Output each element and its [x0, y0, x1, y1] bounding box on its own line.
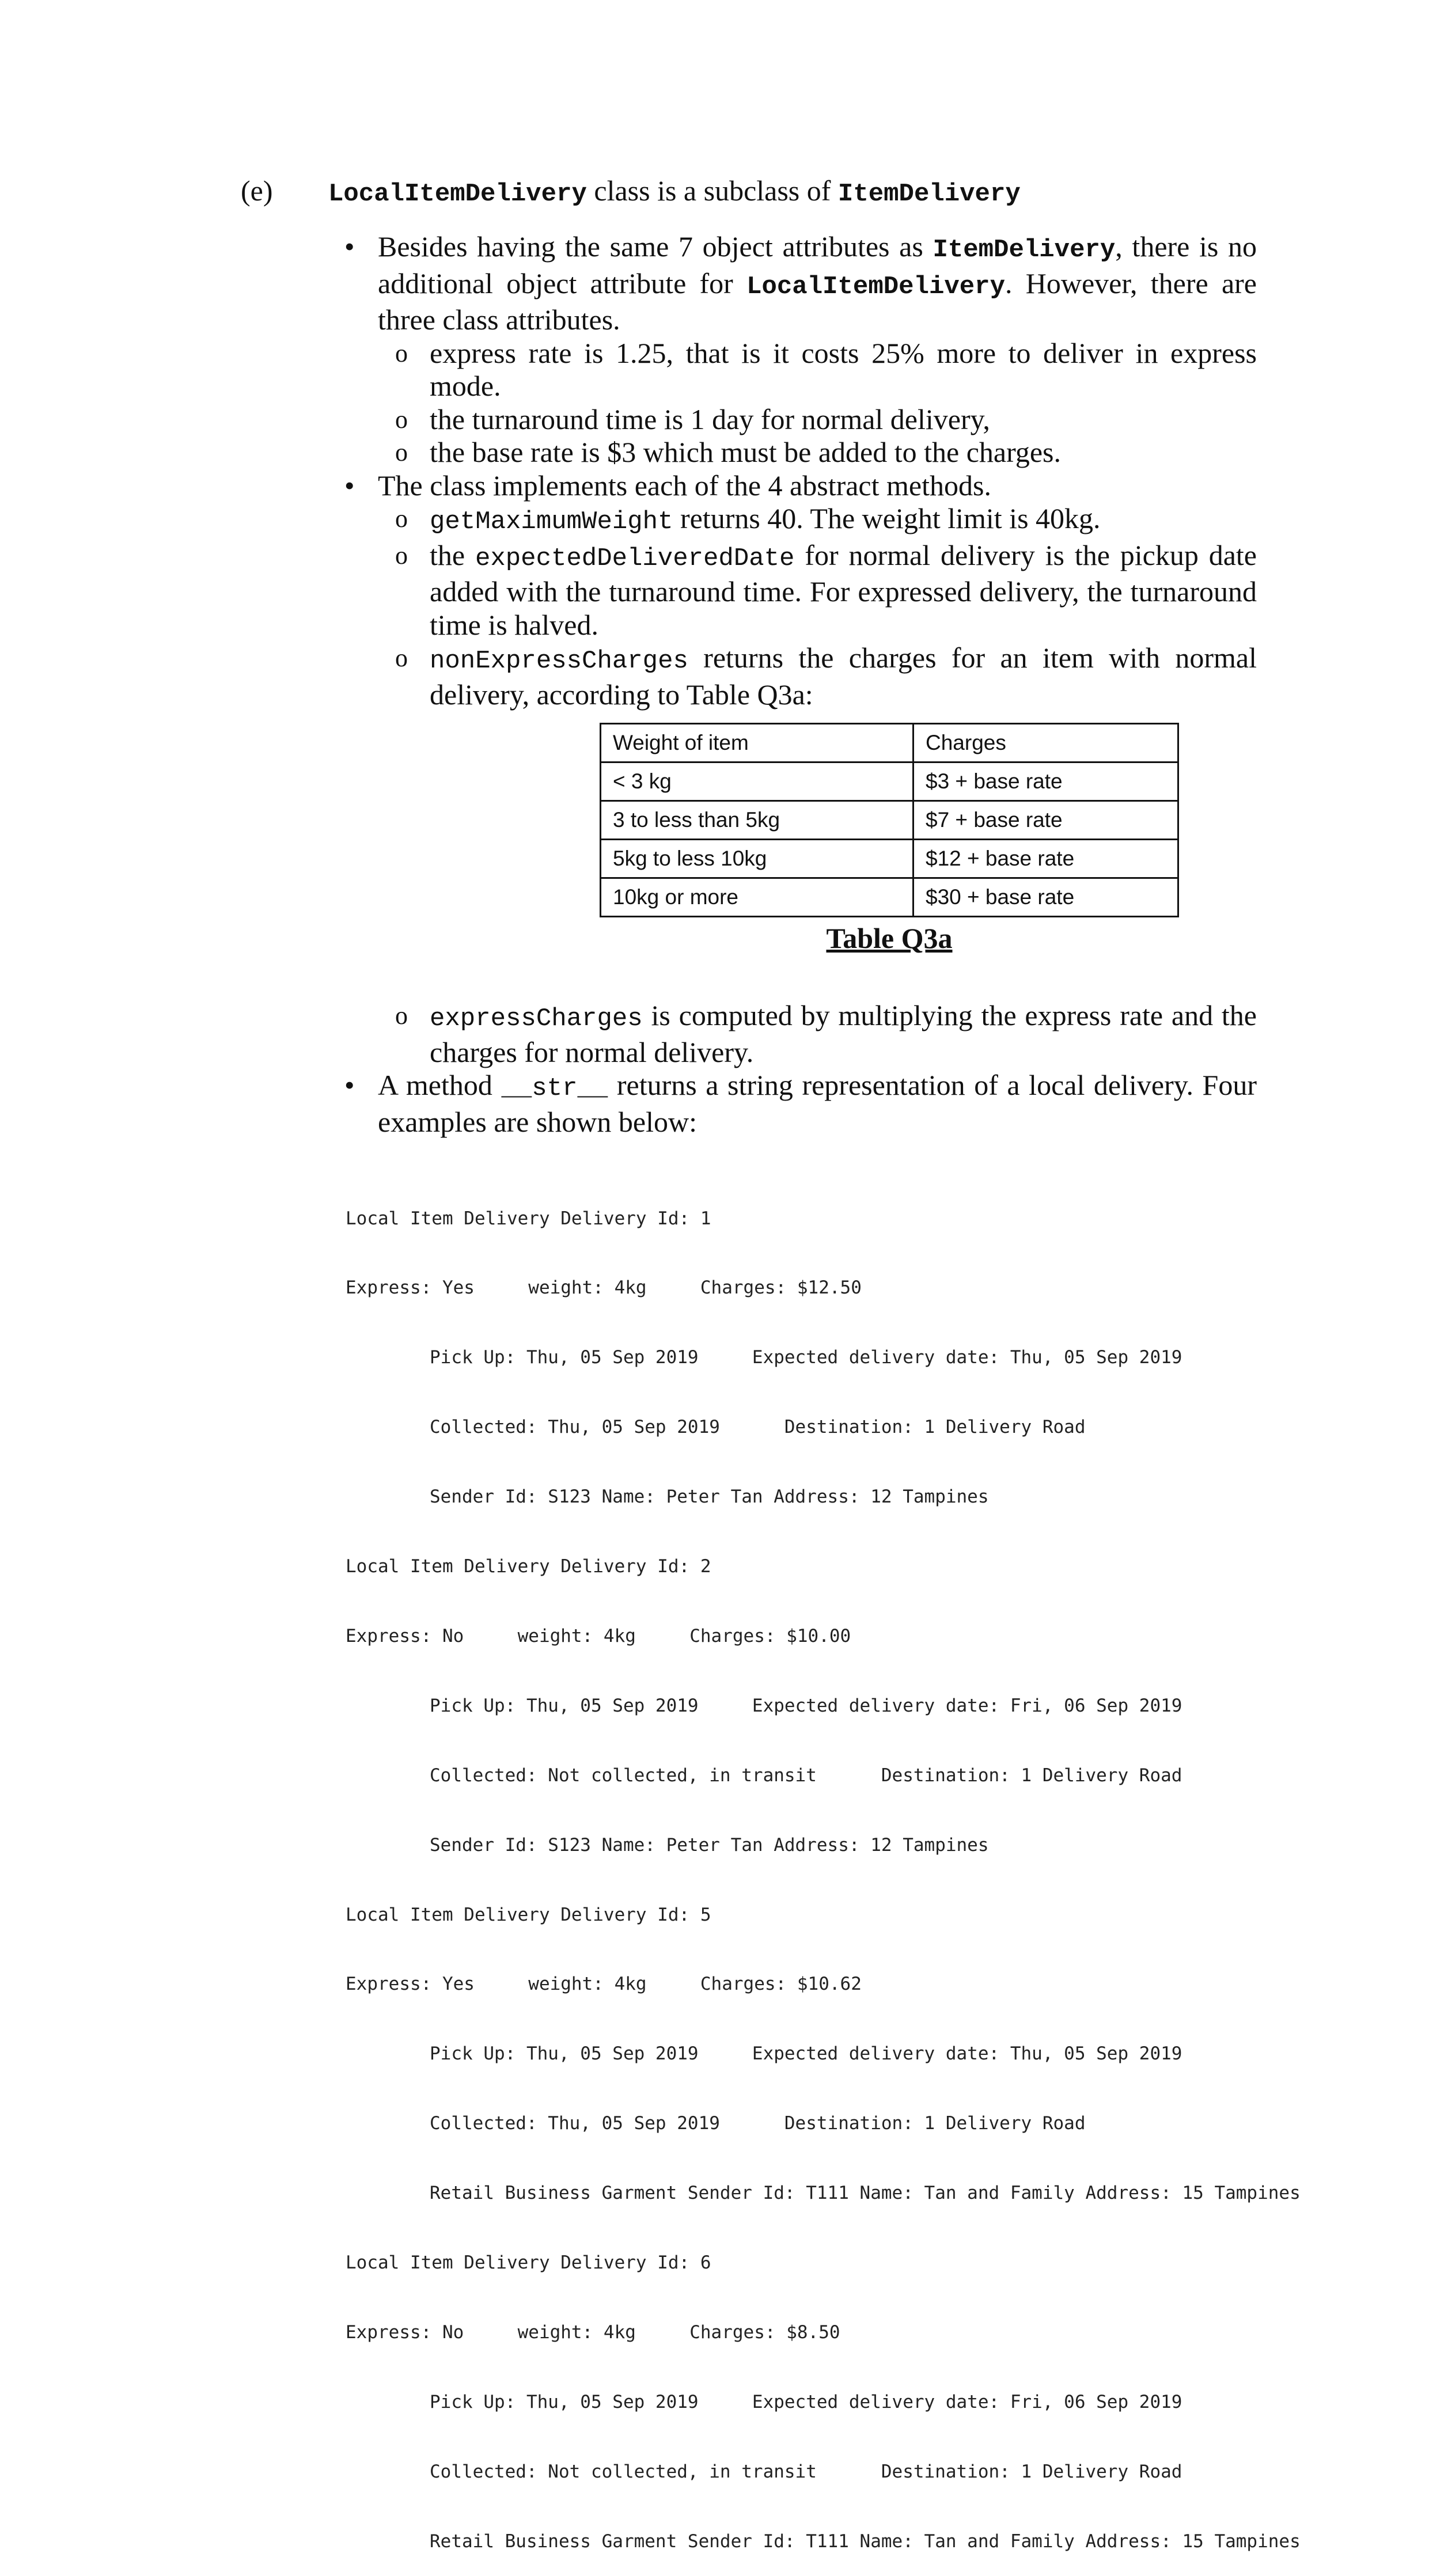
table-cell: $3 + base rate — [914, 762, 1178, 801]
bullet-text: The class implements each of the 4 abstract methods. — [378, 469, 991, 502]
sample-output — [346, 1160, 1301, 2576]
output-line: Collected: Not collected, in transit Destination: 1 Delivery Road — [430, 1765, 1182, 1786]
bullet-dot-icon: • — [344, 469, 355, 502]
table-row — [601, 801, 1178, 840]
output-line: Pick Up: Thu, 05 Sep 2019 Expected delivery date: Fri, 06 Sep 2019 — [430, 2391, 1182, 2412]
charges-table — [600, 723, 1179, 917]
question-heading — [328, 173, 1021, 212]
sub-item-delivered-date — [395, 538, 1257, 642]
bullet-text: . However, there are three class attributes. — [378, 267, 1257, 336]
table-header-row — [601, 724, 1178, 762]
sub-item-non-express — [395, 642, 1257, 711]
sub-text: express rate is 1.25, that is it costs 25% more to deliver in express mode. — [430, 336, 1257, 402]
sub-item-express-charges — [395, 999, 1257, 1069]
table-header-cell: Weight of item — [601, 724, 914, 762]
bullet-text: returns a string representation of a local delivery. Four examples are shown below: — [378, 1069, 1257, 1138]
sub-text: the base rate is $3 which must be added to the charges. — [430, 436, 1061, 468]
output-line: Retail Business Garment Sender Id: T111 Name: Tan and Family Address: 15 Tampines — [430, 2183, 1301, 2204]
requirements-list — [344, 230, 1257, 1139]
inline-code: nonExpressCharges — [430, 647, 688, 676]
table-row — [601, 840, 1178, 878]
output-line: Collected: Thu, 05 Sep 2019 Destination: 1 Delivery Road — [430, 1417, 1086, 1438]
output-line: Pick Up: Thu, 05 Sep 2019 Expected delivery date: Thu, 05 Sep 2019 — [430, 2043, 1182, 2065]
bullet-str-method — [344, 1069, 1257, 1139]
circle-bullet-icon: o — [395, 644, 408, 672]
inline-code: expectedDeliveredDate — [475, 544, 795, 573]
sub-item-express-rate — [395, 336, 1257, 403]
output-line: Local Item Delivery Delivery Id: 6 — [346, 2252, 711, 2273]
circle-bullet-icon: o — [395, 1001, 408, 1030]
output-line: Sender Id: S123 Name: Peter Tan Address: 12 Tampines — [430, 1486, 989, 1508]
table-cell: 10kg or more — [601, 878, 914, 917]
class-name-code: LocalItemDelivery — [328, 180, 587, 208]
bullet-text: Besides having the same 7 object attributes as — [378, 230, 933, 263]
sub-item-turnaround — [395, 403, 1257, 437]
output-line: Collected: Thu, 05 Sep 2019 Destination: 1 Delivery Road — [430, 2113, 1086, 2134]
circle-bullet-icon: o — [395, 504, 408, 533]
circle-bullet-icon: o — [395, 541, 408, 570]
table-cell: $30 + base rate — [914, 878, 1178, 917]
output-line: Pick Up: Thu, 05 Sep 2019 Expected delivery date: Thu, 05 Sep 2019 — [430, 1347, 1182, 1368]
bullet-text: , there is no additional object attribute for — [378, 230, 1257, 299]
parent-class-code: ItemDelivery — [837, 180, 1021, 208]
sub-text: returns 40. The weight limit is 40kg. — [673, 502, 1101, 534]
table-header-cell: Charges — [914, 724, 1178, 762]
output-line: Local Item Delivery Delivery Id: 2 — [346, 1556, 711, 1577]
bullet-dot-icon: • — [344, 230, 355, 263]
output-line: Express: Yes weight: 4kg Charges: $10.62 — [346, 1974, 862, 1995]
bullet-text: A method — [378, 1069, 502, 1101]
table-row — [601, 762, 1178, 801]
circle-bullet-icon: o — [395, 339, 408, 367]
bullet-attributes — [344, 230, 1257, 337]
output-line: Pick Up: Thu, 05 Sep 2019 Expected delivery date: Fri, 06 Sep 2019 — [430, 1695, 1182, 1716]
inline-code: getMaximumWeight — [430, 507, 673, 536]
table-cell: 5kg to less 10kg — [601, 840, 914, 878]
inline-code: __str__ — [501, 1074, 608, 1103]
sub-text: is computed by multiplying the express rate and the charges for normal delivery. — [430, 999, 1257, 1068]
inline-code: expressCharges — [430, 1004, 643, 1033]
part-label: (e) — [241, 174, 273, 207]
bullet-methods — [344, 469, 1257, 503]
circle-bullet-icon: o — [395, 438, 408, 466]
sub-item-max-weight — [395, 502, 1257, 539]
inline-code: LocalItemDelivery — [746, 272, 1005, 301]
output-line: Local Item Delivery Delivery Id: 5 — [346, 1904, 711, 1925]
table-caption: Table Q3a — [826, 922, 953, 954]
output-line: Local Item Delivery Delivery Id: 1 — [346, 1208, 711, 1229]
sub-text: returns the charges for an item with normal delivery, according to Table Q3a: — [430, 642, 1257, 711]
output-line: Retail Business Garment Sender Id: T111 Name: Tan and Family Address: 15 Tampines — [430, 2531, 1301, 2552]
output-line: Express: No weight: 4kg Charges: $10.00 — [346, 1625, 851, 1646]
inline-code: ItemDelivery — [933, 236, 1116, 264]
sub-item-base-rate — [395, 436, 1257, 469]
sub-text: for normal delivery is the pickup date added with the turnaround time. For expressed delivery, the turnaround time is halved. — [430, 538, 1257, 641]
sub-text: the — [430, 538, 475, 571]
table-row — [601, 878, 1178, 917]
table-cell: < 3 kg — [601, 762, 914, 801]
output-line: Express: No weight: 4kg Charges: $8.50 — [346, 2321, 840, 2343]
table-cell: 3 to less than 5kg — [601, 801, 914, 840]
sub-text: the turnaround time is 1 day for normal delivery, — [430, 403, 990, 435]
circle-bullet-icon: o — [395, 405, 408, 434]
table-cell: $12 + base rate — [914, 840, 1178, 878]
table-cell: $7 + base rate — [914, 801, 1178, 840]
heading-text: class is a subclass of — [586, 174, 838, 207]
bullet-dot-icon: • — [344, 1069, 355, 1101]
output-line: Collected: Not collected, in transit Destination: 1 Delivery Road — [430, 2461, 1182, 2482]
output-line: Express: Yes weight: 4kg Charges: $12.50 — [346, 1277, 862, 1299]
output-line: Sender Id: S123 Name: Peter Tan Address: 12 Tampines — [430, 1834, 989, 1856]
